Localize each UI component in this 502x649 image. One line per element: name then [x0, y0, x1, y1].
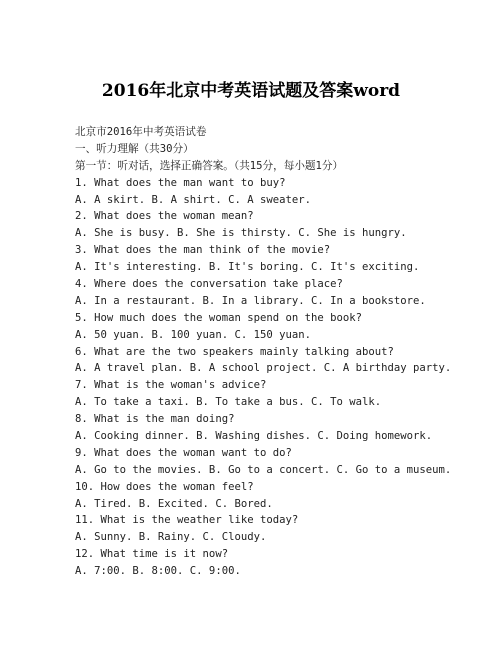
text-line: 2. What does the woman mean?	[75, 210, 254, 223]
text-line: 第一节：听对话，选择正确答案。（共15分，每小题1分）	[75, 159, 344, 172]
text-line: 12. What time is it now?	[75, 548, 229, 561]
text-line: A. In a restaurant. B. In a library. C. In a bookstore.	[75, 294, 426, 307]
text-line: 11. What is the weather like today?	[75, 514, 299, 527]
text-line: A. It's interesting. B. It's boring. C. It's exciting.	[75, 261, 420, 274]
text-line: 7. What is the woman's advice?	[75, 379, 267, 392]
text-line: A. 50 yuan. B. 100 yuan. C. 150 yuan.	[75, 328, 311, 341]
text-line: 4. Where does the conversation take place?	[75, 278, 343, 291]
text-line: A. A travel plan. B. A school project. C. A birthday party.	[75, 362, 452, 375]
text-line: A. A skirt. B. A shirt. C. A sweater.	[75, 193, 311, 206]
text-line: A. Sunny. B. Rainy. C. Cloudy.	[75, 531, 267, 544]
text-line: 1. What does the man want to buy?	[75, 176, 286, 189]
document-body	[75, 124, 495, 580]
text-line: 10. How does the woman feel?	[75, 480, 254, 493]
text-line: 5. How much does the woman spend on the book?	[75, 311, 363, 324]
text-line: A. Tired. B. Excited. C. Bored.	[75, 497, 273, 510]
text-line: 8. What is the man doing?	[75, 413, 235, 426]
text-line: 6. What are the two speakers mainly talking about?	[75, 345, 394, 358]
text-line: A. She is busy. B. She is thirsty. C. She is hungry.	[75, 227, 407, 240]
document-title: 2016年北京中考英语试题及答案word	[101, 81, 401, 101]
text-line: 9. What does the woman want to do?	[75, 446, 292, 459]
text-line: A. Go to the movies. B. Go to a concert. C. Go to a museum.	[75, 463, 452, 476]
text-line: 一、听力理解（共30分）	[75, 142, 194, 155]
text-line: A. Cooking dinner. B. Washing dishes. C. Doing homework.	[75, 430, 433, 443]
text-line: 北京市2016年中考英语试卷	[75, 126, 207, 138]
text-line: A. 7:00. B. 8:00. C. 9:00.	[75, 565, 241, 578]
text-line: 3. What does the man think of the movie?	[75, 244, 331, 257]
text-line: A. To take a taxi. B. To take a bus. C. To walk.	[75, 396, 382, 409]
